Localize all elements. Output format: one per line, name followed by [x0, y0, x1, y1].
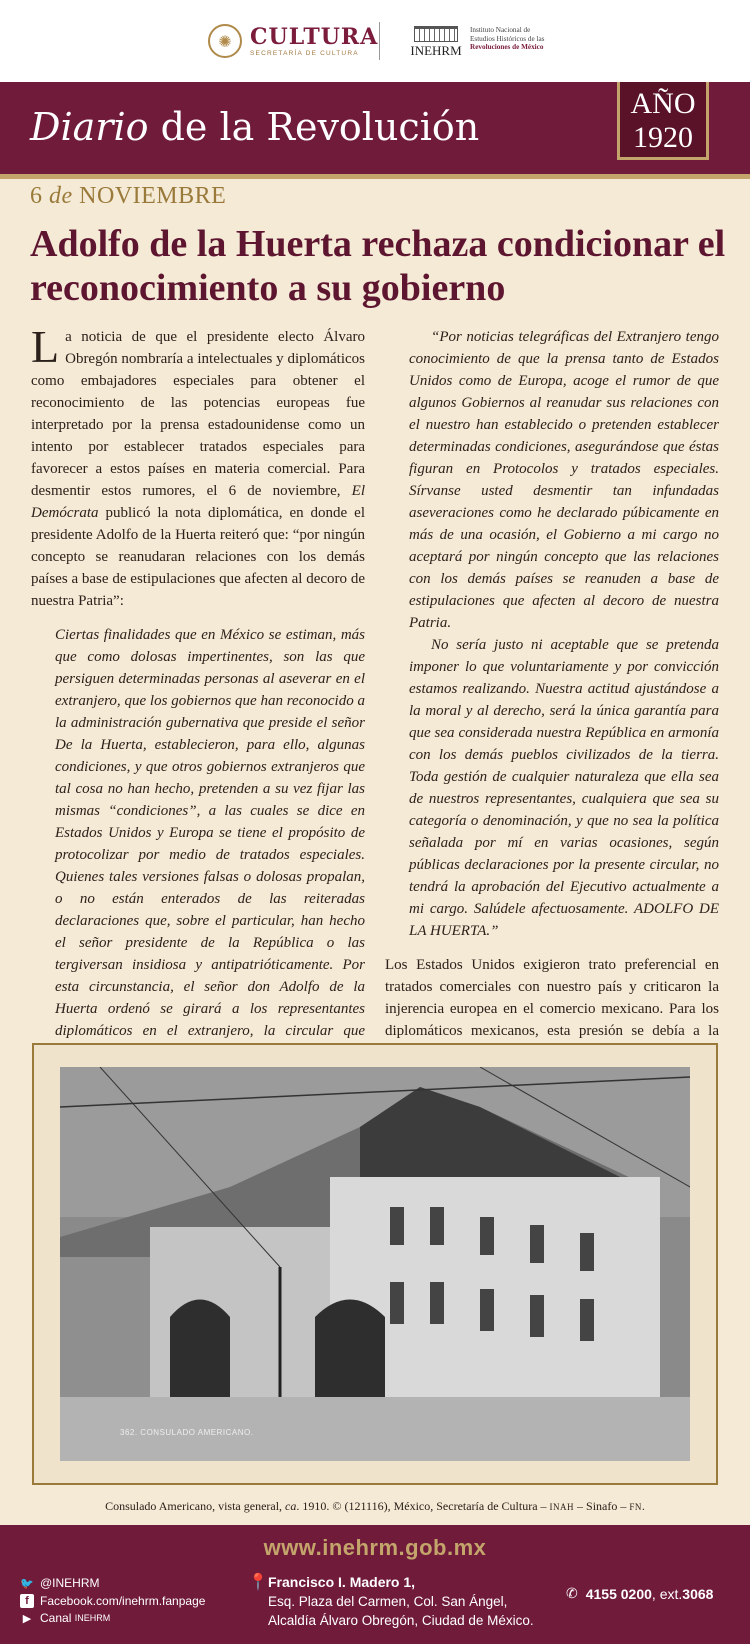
top-logo-bar: [0, 0, 750, 82]
banner-gold-rule: [0, 174, 750, 179]
facebook-url: Facebook.com/inehrm.fanpage: [40, 1593, 206, 1608]
caption-text: . 1910. © (121116), México, Secretaría de Cultura –: [296, 1499, 550, 1513]
banner-title-rest: de la Revolución: [148, 105, 480, 149]
quoted-note-paragraph: Ciertas finalidades que en México se estiman, más que como dolosas impertinentes, son las que persiguen determinadas personas al aseverar en el extranjero, que los gobiernos que han reconocido a la administración gubernativa que preside el señor De la Huerta, establecieron, para ello, algunas condiciones, y que otros gobiernos extranjeros que tal cosa no han hecho, pretenden a su vez fijar las mismas “condiciones”, a las cuales se dice en Estados Unidos y Europa se tiene el propósito de protocolizar por medio de tratados especiales. Quienes tales versiones falsas o dolosas propalan, o no están enterados de las reiteradas declaraciones que, sobre el particular, han hecho el señor presidente de la República o las tergiversan insidiosa y antipatrióticamente. Por esta circunstancia, el señor don Adolfo de la Huerta ordenó se girará a los representantes diplomáticos en el extranjero, la circular que: [55, 627, 365, 1039]
inehrm-building-icon: [414, 26, 458, 42]
twitter-link[interactable]: [20, 1575, 205, 1593]
inehrm-wordmark: INEHRM: [410, 43, 462, 58]
banner-title-italic: Diario: [30, 105, 149, 149]
address-block: [248, 1573, 534, 1630]
caption-fn: FN: [629, 1502, 642, 1512]
twitter-icon: 🐦: [20, 1577, 34, 1590]
caption-circa: ca: [285, 1499, 297, 1513]
article-column-right: [385, 326, 719, 1072]
address-line-3: Alcaldía Álvaro Obregón, Ciudad de México.: [268, 1613, 534, 1628]
address-line-2: Esq. Plaza del Carmen, Col. San Ángel,: [268, 1594, 508, 1609]
phone-number: 4155 0200: [585, 1585, 652, 1602]
social-links: [20, 1575, 205, 1628]
closing-paragraph: Los Estados Unidos exigieron trato preferencial en tratados comerciales con nuestro país y criticaron la injerencia europea en el comercio mexicano. Para los diplomáticos mexicanos, esta presión se debía a la: [385, 957, 719, 1039]
phone-block[interactable]: [566, 1585, 713, 1602]
year-label: AÑO: [630, 87, 696, 120]
article-column-left: [31, 321, 365, 1072]
youtube-link[interactable]: [20, 1610, 205, 1628]
facebook-icon: f: [20, 1594, 34, 1608]
phone-ext-number: 3068: [682, 1585, 714, 1602]
caption-text: – Sinafo –: [574, 1499, 630, 1513]
inehrm-desc-line: Estudios Históricos de las: [470, 34, 545, 43]
website-link[interactable]: www.inehrm.gob.mx: [263, 1535, 487, 1560]
intro-text-a: a noticia de que el presidente electo Álvaro Obregón nombraría a intelectuales y diplomáticos como embajadores especiales para obtener el reconocimiento de las potencias europeas fue interpretado por la prensa estadounidense como un intento por establecer tratados especiales para favorecer a estos países en materia comercial. Para desmentir estos rumores, el 6 de noviembre,: [31, 329, 365, 499]
intro-paragraph: [31, 321, 365, 612]
youtube-channel: INEHRM: [74, 1613, 111, 1623]
photo-frame: [32, 1043, 718, 1485]
drop-cap: L: [31, 321, 60, 372]
inehrm-desc-line: Instituto Nacional de: [470, 26, 531, 34]
inehrm-desc-line: Revoluciones de México: [470, 43, 544, 51]
newspaper-name: El Demócrata: [31, 483, 365, 521]
year-value: 1920: [633, 121, 693, 154]
phone-icon: ✆: [566, 1585, 578, 1601]
date-de: de: [49, 183, 73, 209]
banner-title: [30, 103, 479, 151]
caption-inah: INAH: [549, 1502, 575, 1512]
cultura-wordmark: CULTURA: [250, 23, 379, 50]
article-date: [30, 183, 226, 210]
caption-text: .: [641, 1499, 645, 1513]
location-pin-icon: 📍: [248, 1574, 268, 1591]
cultura-logo: [208, 24, 378, 58]
date-day: 6: [30, 183, 43, 209]
twitter-handle: @INEHRM: [40, 1576, 100, 1590]
photo-stamp: 362. CONSULADO AMERICANO.: [120, 1428, 254, 1437]
consulate-building-illustration: [60, 1067, 690, 1461]
caption-text: Consulado Americano, vista general,: [105, 1499, 286, 1513]
youtube-icon: ▶: [22, 1612, 32, 1625]
article-headline: Adolfo de la Huerta rechaza condicionar el reconocimiento a su gobierno: [30, 223, 726, 309]
inehrm-logo: [406, 26, 544, 59]
phone-ext-label: , ext.: [651, 1585, 683, 1602]
youtube-label: Canal: [40, 1611, 72, 1625]
consulate-photo: [60, 1067, 690, 1461]
footer: [0, 1525, 750, 1644]
circular-quote-paragraph-1: “Por noticias telegráficas del Extranjero tengo conocimiento de que la prensa tanto de Estados Unidos como de Europa, acoge el rumor de que algunos Gobiernos al reanudar sus relaciones con el nuestro han establecido o pretenden establecer determinadas condiciones, asegurándose que éstas figuran en Protocolos y tratados especiales. Sírvanse usted desmentir tan infundadas aseveraciones como he declarado púbicamente en más de una ocasión, el Gobierno a mi cargo no aceptará por ningún concepto que las relaciones con los demás países se reanuden a base de estipulaciones que afecten al decoro de nuestra Patria.: [409, 329, 719, 631]
cultura-seal-icon: ✺: [208, 24, 242, 58]
logo-divider: [379, 22, 380, 60]
year-badge: [617, 82, 709, 160]
intro-text-b: publicó la nota diplomática, en donde el presidente Adolfo de la Huerta reiteró que: “por ningún concepto se reanudaran relaciones con los demás países a base de estipulaciones que afecten al decoro de nuestra Patria”:: [31, 505, 365, 609]
facebook-link[interactable]: [20, 1593, 205, 1611]
address-line-1: Francisco I. Madero 1,: [268, 1574, 416, 1590]
date-month: NOVIEMBRE: [79, 183, 227, 209]
inehrm-description: [470, 26, 544, 52]
circular-quote-paragraph-2: No sería justo ni aceptable que se pretenda imponer lo que voluntariamente y por convicción estamos realizando. Nuestra actitud ajustándose a la moral y al derecho, será la única garantía para que sea considerada nuestra República en armonía con los demás pueblos civilizados de la tierra. Toda gestión de cualquier naturaleza que ella sea de nuestros representantes, cualquiera que sea su categoría o denominación, y que no sea la política señalada por mí en varias ocasiones, según públicas declaraciones por la presente circular, no tendrá la aprobación del Ejecutivo actualmente a mi cargo. Salúdele afectuosamente. ADOLFO DE LA HUERTA.”: [409, 637, 719, 939]
cultura-subtitle: SECRETARÍA DE CULTURA: [250, 49, 359, 57]
photo-caption: [0, 1499, 750, 1514]
